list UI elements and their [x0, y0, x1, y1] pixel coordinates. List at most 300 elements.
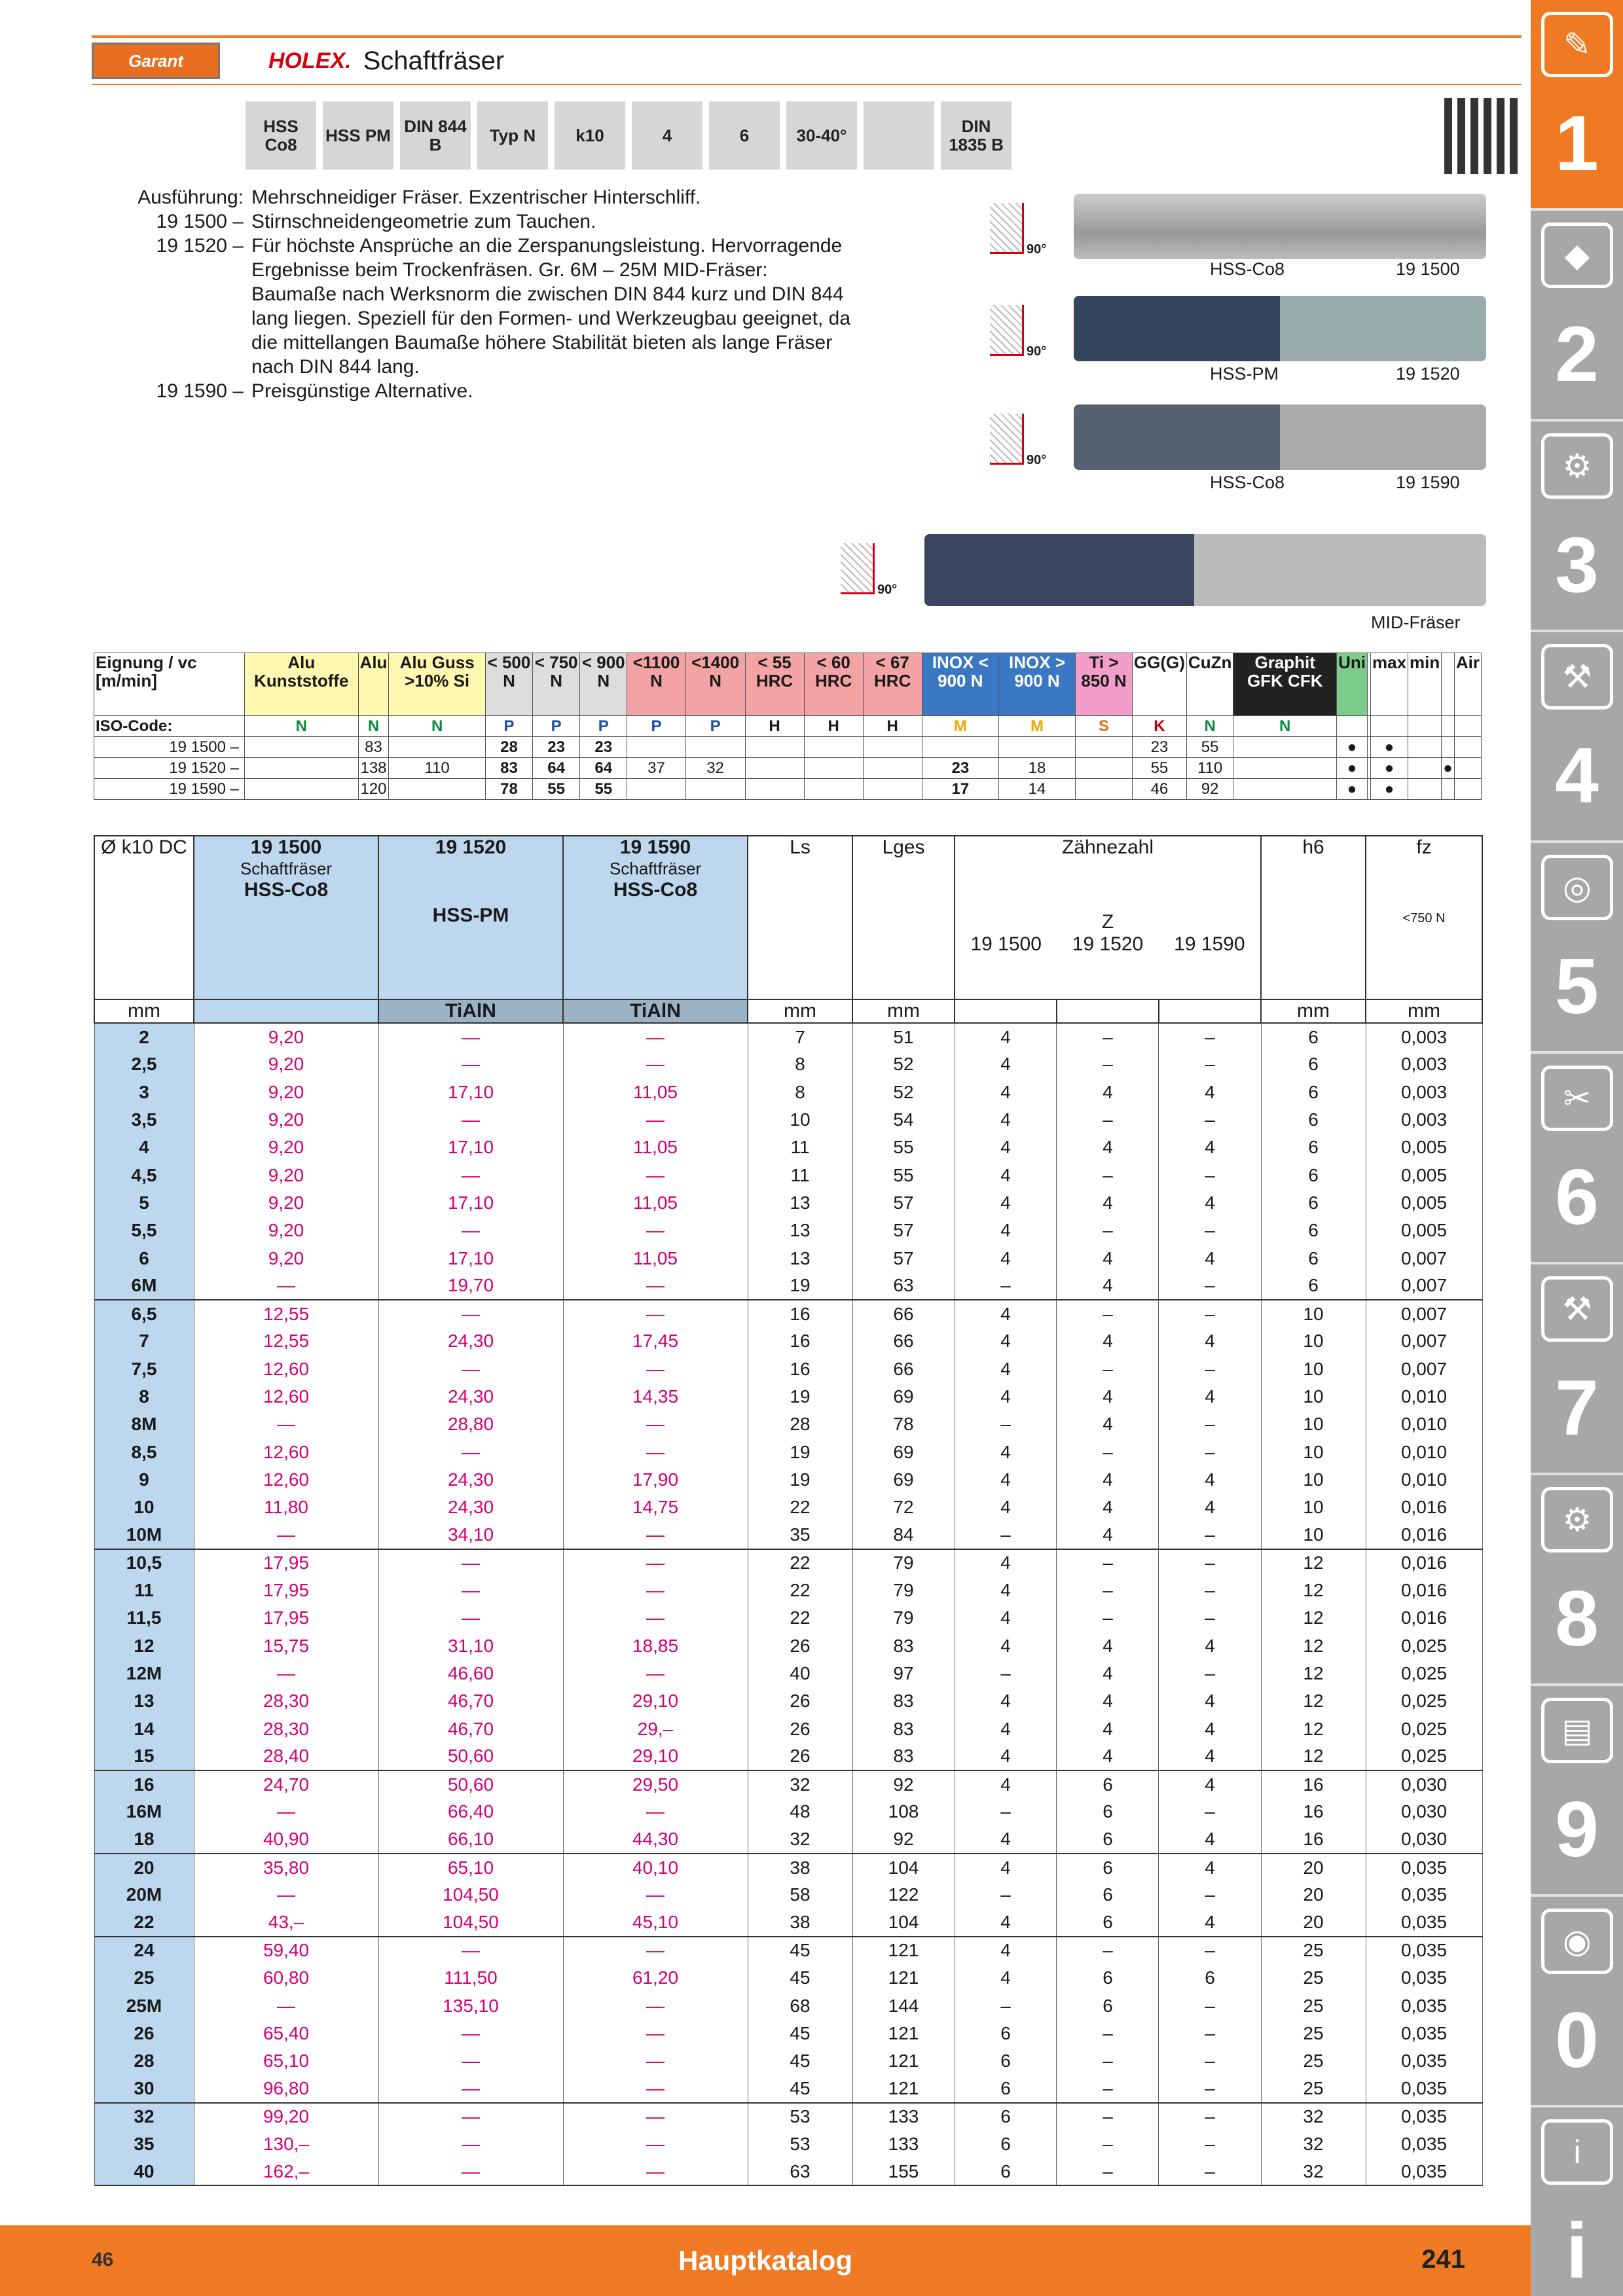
cell: 4 — [955, 1909, 1057, 1937]
cell: 4 — [1159, 1189, 1261, 1217]
cell: 57 — [852, 1217, 955, 1244]
header-text: Lges — [882, 836, 925, 858]
main-header-row — [94, 836, 1482, 999]
cell: — — [378, 1549, 563, 1577]
table-row — [94, 1549, 1482, 1577]
vc-value: ● — [1370, 737, 1408, 758]
cell: 6 — [1261, 1106, 1366, 1134]
chapter-tab-8[interactable] — [1531, 1475, 1623, 1686]
cell: 5 — [94, 1189, 194, 1217]
cell: 66 — [852, 1355, 955, 1383]
chapter-tab-2[interactable] — [1531, 211, 1623, 422]
symbol-2: DIN 844 B — [400, 101, 471, 170]
cell: 0,007 — [1366, 1355, 1482, 1383]
cell: 19 — [748, 1272, 852, 1300]
cell: 65,40 — [194, 2020, 378, 2047]
cell: — — [194, 1798, 378, 1825]
material-head: < 500 N — [485, 653, 532, 716]
cell: 12 — [94, 1632, 194, 1660]
vc-value: ● — [1337, 758, 1368, 779]
cell: 4 — [1159, 1327, 1261, 1355]
cell: 32 — [94, 2103, 194, 2130]
symbol-6: 6 — [709, 101, 780, 170]
cell: 20 — [1261, 1909, 1366, 1937]
material-head: INOX < 900 N — [922, 653, 998, 716]
cell: 6,5 — [94, 1300, 194, 1327]
property-symbols — [246, 101, 1012, 170]
fz-sub: <750 N — [1402, 911, 1446, 925]
description-key: 19 1500 – — [156, 211, 244, 232]
cell: 12 — [1261, 1660, 1366, 1687]
cell: 0,010 — [1366, 1466, 1482, 1494]
cell: 51 — [852, 1023, 955, 1050]
chapter-number: 6 — [1555, 1153, 1599, 1241]
cell: 8M — [94, 1410, 194, 1438]
footer-title: Hauptkatalog — [678, 2245, 853, 2276]
cell: 57 — [852, 1244, 955, 1272]
tool-material: HSS-PM — [1210, 364, 1279, 384]
cell: 6 — [955, 2158, 1057, 2185]
cell: – — [955, 1410, 1057, 1438]
cell: 4,5 — [94, 1161, 194, 1189]
cell: — — [563, 2075, 748, 2102]
cell: 13 — [748, 1244, 852, 1272]
cell: — — [378, 1217, 563, 1244]
cell: 4 — [94, 1134, 194, 1161]
cell: 10 — [94, 1494, 194, 1521]
cell: 4 — [1057, 1272, 1159, 1300]
description-text: Stirnschneidengeometrie zum Tauchen. — [251, 211, 596, 232]
table-row — [94, 1383, 1482, 1410]
cell: — — [563, 1438, 748, 1465]
vc-value: 23 — [580, 737, 627, 758]
tool-image-191520 — [1074, 296, 1486, 361]
cell: 11 — [748, 1161, 852, 1189]
cell: 6 — [955, 2020, 1057, 2047]
cell: 35 — [748, 1521, 852, 1549]
cell: 4 — [955, 1300, 1057, 1327]
cell: 104 — [852, 1909, 955, 1937]
cell: 0,010 — [1366, 1410, 1482, 1438]
cell: 17,90 — [563, 1466, 748, 1494]
chapter-tab-1[interactable] — [1531, 0, 1623, 211]
cell: 11 — [94, 1577, 194, 1604]
cell: 44,30 — [563, 1826, 748, 1854]
cell: 72 — [852, 1494, 955, 1521]
cell: 19 — [748, 1383, 852, 1410]
cell: – — [1159, 1992, 1261, 2019]
cell: 10,5 — [94, 1549, 194, 1577]
cell: 0,016 — [1366, 1521, 1482, 1549]
cell: – — [1159, 1660, 1261, 1687]
header-c3 — [563, 836, 748, 999]
cell: 6 — [1261, 1272, 1366, 1300]
cell: 2,5 — [94, 1050, 194, 1078]
unit-row — [94, 999, 1482, 1023]
cell: 12 — [1261, 1632, 1366, 1660]
cell: 45 — [748, 1964, 852, 1992]
cell: 133 — [852, 2103, 955, 2130]
article-id: 19 1500 – — [94, 737, 245, 758]
iso-code: H — [863, 716, 922, 737]
cell: – — [1057, 2047, 1159, 2075]
cell: 155 — [852, 2158, 955, 2185]
cell: 83 — [852, 1632, 955, 1660]
cell: 6 — [1057, 1770, 1159, 1798]
cell: 26 — [748, 1632, 852, 1660]
material-head: Air — [1454, 653, 1481, 716]
table-row — [94, 1410, 1482, 1438]
cell: 0,035 — [1366, 2158, 1482, 2185]
unit-cell: mm — [1261, 999, 1366, 1023]
cell: 4 — [955, 1355, 1057, 1383]
cell: – — [1057, 2075, 1159, 2102]
chapter-number: 3 — [1555, 521, 1599, 609]
cell: 0,003 — [1366, 1023, 1482, 1050]
cell: 0,003 — [1366, 1106, 1482, 1134]
cell: 78 — [852, 1410, 955, 1438]
cell: — — [378, 1577, 563, 1604]
cell: 32 — [748, 1826, 852, 1854]
cell: 46,70 — [378, 1687, 563, 1715]
suitability-header-row — [94, 653, 1482, 716]
cell: 121 — [852, 2020, 955, 2047]
header-sub: HSS-PM — [432, 905, 509, 926]
cell: 0,016 — [1366, 1549, 1482, 1577]
vc-value — [1442, 737, 1455, 758]
cell: 46,60 — [378, 1660, 563, 1687]
cell: 26 — [748, 1715, 852, 1742]
cell: 9,20 — [194, 1023, 378, 1050]
cell: 43,– — [194, 1909, 378, 1937]
description-text: Preisgünstige Alternative. — [251, 380, 473, 402]
angle-icon: 90° — [841, 543, 875, 594]
cell: – — [1057, 1300, 1159, 1327]
cell: 4 — [955, 1604, 1057, 1632]
chapter-number: 4 — [1555, 732, 1599, 819]
table-row — [94, 2103, 1482, 2130]
cell: 3,5 — [94, 1106, 194, 1134]
vc-value: 32 — [685, 758, 745, 779]
cell: – — [1159, 1410, 1261, 1438]
cell: 20 — [94, 1854, 194, 1881]
cell: 83 — [852, 1687, 955, 1715]
cell: — — [378, 1355, 563, 1383]
cell: 28 — [94, 2047, 194, 2075]
cell: 28 — [748, 1410, 852, 1438]
symbol-5: 4 — [632, 101, 702, 170]
cell: – — [1159, 1050, 1261, 1078]
cell: 0,025 — [1366, 1715, 1482, 1742]
cell: 20 — [1261, 1881, 1366, 1909]
cell: 10 — [1261, 1300, 1366, 1327]
cell: 25 — [1261, 2047, 1366, 2075]
table-row — [94, 1743, 1482, 1770]
iso-code: H — [745, 716, 804, 737]
cell: 17,10 — [378, 1134, 563, 1161]
chapter-number: 0 — [1555, 1996, 1599, 2084]
vc-value: 120 — [358, 779, 389, 800]
cell: — — [378, 2130, 563, 2158]
cell: 0,007 — [1366, 1327, 1482, 1355]
cell: 4 — [955, 1217, 1057, 1244]
cell: 79 — [852, 1577, 955, 1604]
cell: 4 — [1057, 1660, 1159, 1687]
iso-code: P — [485, 716, 532, 737]
cell: 4 — [955, 1023, 1057, 1050]
cell: 11,05 — [563, 1189, 748, 1217]
cell: — — [378, 1023, 563, 1050]
cell: 10 — [1261, 1521, 1366, 1549]
description — [105, 185, 851, 403]
chapter-tab-6[interactable] — [1531, 1054, 1623, 1265]
chapter-tab-4[interactable] — [1531, 632, 1623, 843]
cell: — — [194, 1521, 378, 1549]
chapter-tab-5[interactable] — [1531, 843, 1623, 1054]
vc-value — [1233, 779, 1337, 800]
chapter-number: 2 — [1555, 310, 1599, 398]
table-row — [94, 2158, 1482, 2185]
cell: – — [1057, 1604, 1159, 1632]
chapter-icon: ✂ — [1541, 1066, 1613, 1131]
header-text: 19 1520 — [435, 836, 507, 858]
cell: 14,75 — [563, 1494, 748, 1521]
cell: – — [1159, 2075, 1261, 2102]
cell: 25 — [1261, 2075, 1366, 2102]
vc-value — [863, 779, 922, 800]
vc-value — [389, 779, 485, 800]
material-head: < 900 N — [580, 653, 627, 716]
header-sub: Schaftfräser — [240, 859, 333, 878]
header-h6 — [1261, 836, 1366, 999]
cell: – — [1159, 1161, 1261, 1189]
chapter-icon: ✎ — [1541, 12, 1613, 77]
cell: – — [1159, 2103, 1261, 2130]
vc-value: 37 — [627, 758, 685, 779]
cell: 28,80 — [378, 1410, 563, 1438]
cell: 66,10 — [378, 1826, 563, 1854]
table-row — [94, 1909, 1482, 1937]
symbol-4: k10 — [555, 101, 625, 170]
unit-cell — [1159, 999, 1261, 1023]
material-head: Alu — [358, 653, 389, 716]
cell: – — [955, 1798, 1057, 1825]
table-row — [94, 1106, 1482, 1134]
vc-value — [245, 737, 359, 758]
cell: 4 — [1159, 1826, 1261, 1854]
vc-value — [804, 779, 863, 800]
cell: 6 — [1057, 1798, 1159, 1825]
cell: 0,010 — [1366, 1438, 1482, 1465]
cell: 0,025 — [1366, 1632, 1482, 1660]
table-row — [94, 2075, 1482, 2102]
cell: 65,10 — [378, 1854, 563, 1881]
cell: 19 — [748, 1438, 852, 1465]
chapter-tab-3[interactable] — [1531, 422, 1623, 632]
cell: 25 — [1261, 1964, 1366, 1992]
table-row — [94, 1715, 1482, 1742]
description-key: Ausführung: — [137, 187, 244, 208]
cell: 60,80 — [194, 1964, 378, 1992]
cell: 32 — [1261, 2158, 1366, 2185]
chapter-tab-7[interactable] — [1531, 1265, 1623, 1475]
cell: 3 — [94, 1079, 194, 1106]
table-row — [94, 1770, 1482, 1798]
cell: — — [378, 2075, 563, 2102]
cell: 4 — [955, 1743, 1057, 1770]
cell: 4 — [1159, 1743, 1261, 1770]
cell: 6 — [955, 2130, 1057, 2158]
cell: — — [563, 1023, 748, 1050]
unit-cell: mm — [94, 999, 194, 1023]
cell: — — [378, 1300, 563, 1327]
vc-value — [804, 737, 863, 758]
cell: 0,007 — [1366, 1244, 1482, 1272]
cell: 4 — [1057, 1715, 1159, 1742]
cell: 52 — [852, 1079, 955, 1106]
cell: 22 — [748, 1549, 852, 1577]
symbol-8 — [864, 101, 934, 170]
cell: – — [1159, 1798, 1261, 1825]
cell: 104 — [852, 1854, 955, 1881]
cell: 4 — [955, 1050, 1057, 1078]
cell: 83 — [852, 1715, 955, 1742]
cell: 59,40 — [194, 1937, 378, 1964]
cell: – — [1057, 1050, 1159, 1078]
cell: 12 — [1261, 1687, 1366, 1715]
cell: 24,30 — [378, 1466, 563, 1494]
cell: 25 — [1261, 2020, 1366, 2047]
chapter-tab-0[interactable] — [1531, 1897, 1623, 2108]
cell: 6 — [1261, 1134, 1366, 1161]
cell: 9,20 — [194, 1050, 378, 1078]
cell: 83 — [852, 1743, 955, 1770]
header-text: h6 — [1302, 836, 1324, 858]
vc-value — [1442, 779, 1455, 800]
tool-material: HSS-Co8 — [1210, 259, 1285, 279]
cell: 10 — [1261, 1494, 1366, 1521]
holex-logo: HOLEX. — [268, 48, 352, 73]
chapter-tab-i[interactable] — [1531, 2108, 1623, 2296]
cell: 4 — [1057, 1743, 1159, 1770]
cell: 4 — [1057, 1079, 1159, 1106]
iso-row — [94, 716, 1482, 737]
cell: 52 — [852, 1050, 955, 1078]
cell: 0,035 — [1366, 1909, 1482, 1937]
cell: 25M — [94, 1992, 194, 2019]
table-row — [94, 1660, 1482, 1687]
symbol-3: Typ N — [477, 101, 548, 170]
qr-code-icon[interactable] — [1444, 98, 1520, 174]
cell: – — [1159, 1521, 1261, 1549]
cell: 63 — [852, 1272, 955, 1300]
tool-material: MID-Fräser — [1371, 613, 1461, 632]
cell: 16 — [1261, 1798, 1366, 1825]
cell: 6 — [1057, 1909, 1159, 1937]
cell: 9,20 — [194, 1079, 378, 1106]
cell: 79 — [852, 1549, 955, 1577]
cell: 17,95 — [194, 1604, 378, 1632]
vc-value: 110 — [1186, 758, 1233, 779]
suitability-row — [94, 758, 1482, 779]
cell: 4 — [1057, 1410, 1159, 1438]
cell: 28,30 — [194, 1715, 378, 1742]
cell: 35,80 — [194, 1854, 378, 1881]
cell: 4 — [955, 1466, 1057, 1494]
cell: – — [1057, 1438, 1159, 1465]
material-head: Alu Kunststoffe — [245, 653, 359, 716]
cell: 61,20 — [563, 1964, 748, 1992]
z-label: Z — [1101, 911, 1114, 933]
material-head: min — [1408, 653, 1442, 716]
cell: — — [563, 1798, 748, 1825]
unit-cell — [194, 999, 378, 1023]
tool-number: 19 1590 — [1396, 473, 1460, 492]
vc-value — [245, 779, 359, 800]
header-sub: Schaftfräser — [609, 859, 702, 878]
cell: – — [955, 1660, 1057, 1687]
chapter-tab-9[interactable] — [1531, 1686, 1623, 1897]
cell: — — [378, 1937, 563, 1964]
cell: 19,70 — [378, 1272, 563, 1300]
cell: 6 — [955, 2047, 1057, 2075]
cell: 4 — [1159, 1244, 1261, 1272]
cell: 6 — [1057, 1964, 1159, 1992]
cell: 18,85 — [563, 1632, 748, 1660]
cell: 6 — [1057, 1854, 1159, 1881]
cell: 32 — [1261, 2130, 1366, 2158]
unit-cell — [1057, 999, 1159, 1023]
vc-value — [745, 779, 804, 800]
cell: 0,035 — [1366, 1881, 1482, 1909]
cell: 24 — [94, 1937, 194, 1964]
cell: 9,20 — [194, 1244, 378, 1272]
symbol-0: HSS Co8 — [246, 101, 316, 170]
material-head: < 67 HRC — [863, 653, 922, 716]
cell: 20 — [1261, 1854, 1366, 1881]
material-head: <1100 N — [627, 653, 685, 716]
cell: 24,30 — [378, 1494, 563, 1521]
cell: 25 — [94, 1964, 194, 1992]
vc-value — [627, 737, 685, 758]
chapter-icon: ⚒ — [1541, 1276, 1613, 1342]
cell: – — [1057, 2158, 1159, 2185]
cell: 38 — [748, 1854, 852, 1881]
cell: 108 — [852, 1798, 955, 1825]
vc-value: 83 — [485, 758, 532, 779]
cell: 29,10 — [563, 1743, 748, 1770]
cell: 4 — [1159, 1134, 1261, 1161]
cell: 4 — [1159, 1909, 1261, 1937]
vc-value — [1076, 758, 1133, 779]
vc-value: ● — [1370, 779, 1408, 800]
cell: 92 — [852, 1826, 955, 1854]
cell: 4 — [955, 1549, 1057, 1577]
cell: 8 — [748, 1050, 852, 1078]
cell: 32 — [748, 1770, 852, 1798]
header-ls — [748, 836, 852, 999]
cell: 10 — [1261, 1355, 1366, 1383]
page-title: Schaftfräser — [363, 46, 505, 75]
cell: 0,005 — [1366, 1161, 1482, 1189]
iso-code — [1408, 716, 1442, 737]
cell: — — [378, 2158, 563, 2185]
cell: 0,035 — [1366, 2103, 1482, 2130]
cell: 4 — [1159, 1770, 1261, 1798]
cell: 84 — [852, 1521, 955, 1549]
iso-label: ISO-Code: — [94, 716, 245, 737]
iso-code: N — [389, 716, 485, 737]
